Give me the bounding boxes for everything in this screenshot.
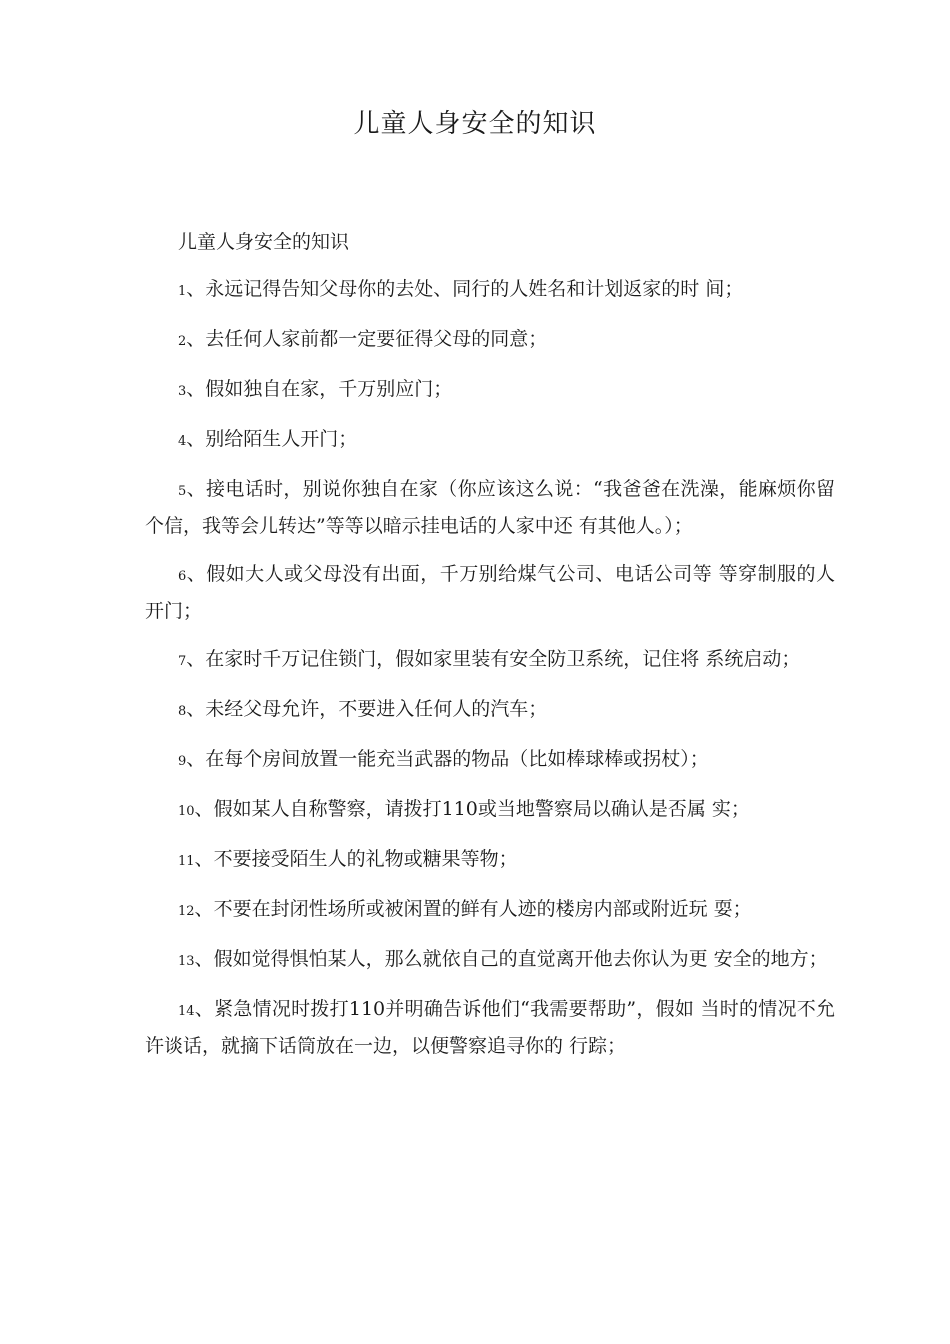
item-separator: 、 [194, 848, 214, 870]
item-text: 假如大人或父母没有出面，千万别给煤气公司、电话公司等 等穿制服的人开门； [145, 563, 835, 622]
item-separator: 、 [186, 428, 206, 450]
item-text: 假如独自在家，千万别应门； [205, 378, 453, 400]
safety-tip-item [145, 557, 835, 629]
item-separator: 、 [194, 948, 214, 970]
item-number: 12 [178, 904, 195, 919]
item-text: 假如某人自称警察，请拨打110或当地警察局以确认是否属 实； [213, 798, 750, 820]
safety-tip-item [145, 472, 835, 544]
item-separator: 、 [194, 998, 215, 1020]
safety-tip-item [145, 792, 835, 829]
safety-tip-item [145, 272, 835, 309]
item-text: 接电话时，别说你独自在家（你应该这么说：“我爸爸在洗澡，能麻烦你留个信，我等会儿转达”等等以暗示挂电话的人家中还 有其他人。）； [145, 478, 835, 537]
item-number: 11 [178, 854, 195, 869]
item-text: 在每个房间放置一能充当武器的物品（比如棒球棒或拐杖）； [205, 748, 709, 770]
item-number: 10 [178, 804, 195, 819]
item-separator: 、 [186, 563, 207, 585]
item-number: 2 [178, 334, 187, 349]
item-text: 去任何人家前都一定要征得父母的同意； [205, 328, 548, 350]
item-separator: 、 [186, 278, 206, 300]
item-number: 7 [178, 654, 187, 669]
item-number: 14 [178, 1004, 195, 1019]
item-separator: 、 [186, 378, 206, 400]
item-number: 5 [178, 484, 187, 499]
item-number: 6 [178, 569, 187, 584]
item-number: 9 [178, 754, 187, 769]
item-separator: 、 [186, 478, 206, 500]
safety-tip-item [145, 842, 835, 879]
item-text: 假如觉得惧怕某人，那么就依自己的直觉离开他去你认为更 安全的地方； [213, 948, 828, 970]
item-separator: 、 [186, 328, 206, 350]
safety-tip-item [145, 692, 835, 729]
safety-tip-item [145, 322, 835, 359]
item-number: 13 [178, 954, 195, 969]
item-separator: 、 [186, 648, 206, 670]
item-number: 1 [178, 284, 187, 299]
item-text: 别给陌生人开门； [205, 428, 358, 450]
item-text: 在家时千万记住锁门，假如家里装有安全防卫系统，记住将 系统启动； [205, 648, 801, 670]
item-number: 8 [178, 704, 187, 719]
item-separator: 、 [194, 798, 214, 820]
item-text: 紧急情况时拨打110并明确告诉他们“我需要帮助”，假如 当时的情况不允许谈话，就摘下话筒放在一边，以便警察追寻你的 行踪； [145, 998, 835, 1057]
item-text: 未经父母允许，不要进入任何人的汽车； [205, 698, 548, 720]
item-separator: 、 [186, 748, 206, 770]
document-subtitle: 儿童人身安全的知识 [178, 231, 350, 253]
item-number: 3 [178, 384, 187, 399]
safety-tip-item [145, 372, 835, 409]
document-title: 儿童人身安全的知识 [353, 109, 597, 139]
safety-tip-item [145, 742, 835, 779]
safety-tips-list [145, 272, 835, 1064]
item-text: 不要在封闭性场所或被闲置的鲜有人迹的楼房内部或附近玩 耍； [213, 898, 752, 920]
safety-tip-item [145, 642, 835, 679]
item-text: 不要接受陌生人的礼物或糖果等物； [213, 848, 518, 870]
item-text: 永远记得告知父母你的去处、同行的人姓名和计划返家的时 间； [205, 278, 744, 300]
item-number: 4 [178, 434, 187, 449]
safety-tip-item [145, 892, 835, 929]
item-separator: 、 [194, 898, 214, 920]
safety-tip-item [145, 992, 835, 1064]
safety-tip-item [145, 422, 835, 459]
safety-tip-item [145, 942, 835, 979]
item-separator: 、 [186, 698, 206, 720]
document-body [145, 226, 835, 1077]
